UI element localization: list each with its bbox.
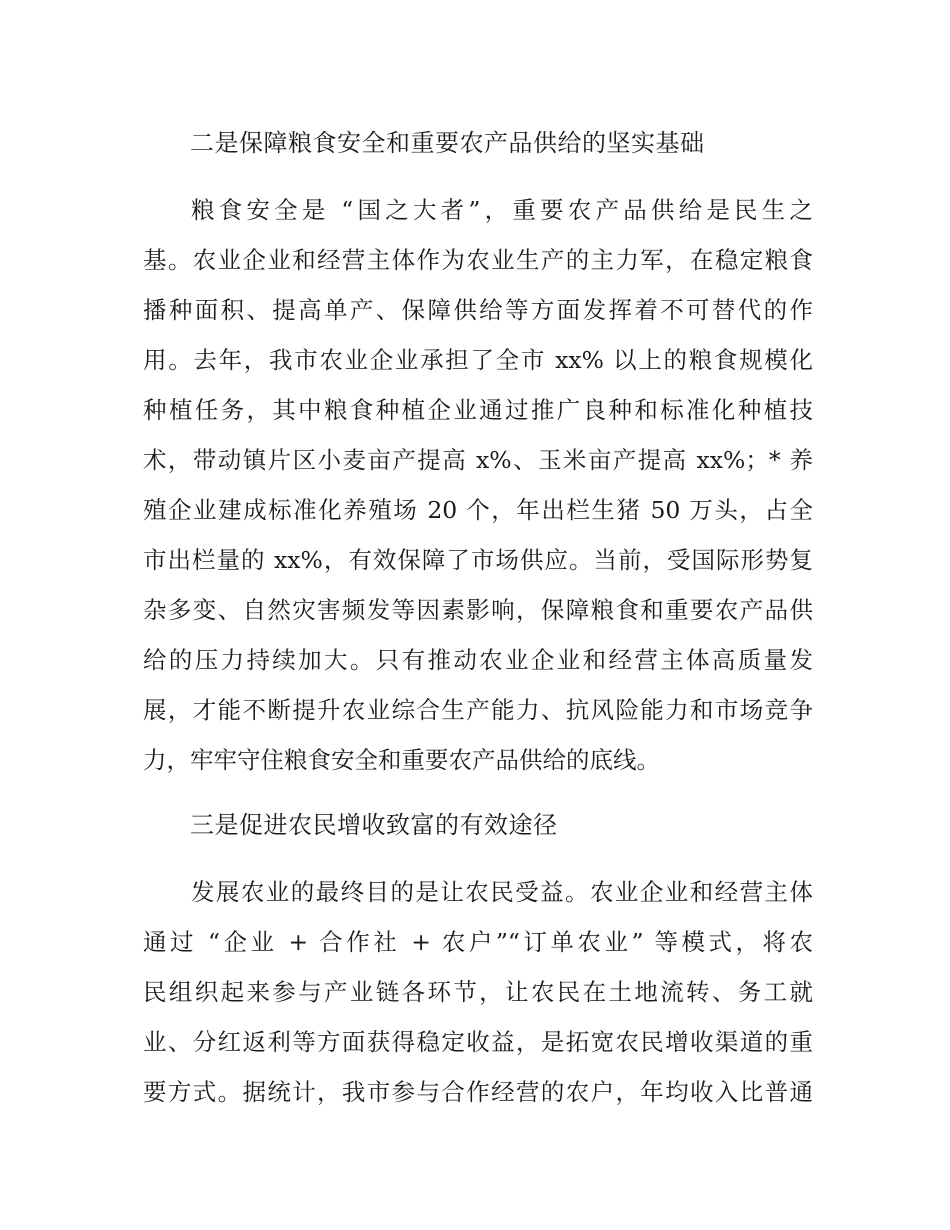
paragraph-line: 给的压力持续加大。只有推动农业企业和经营主体高质量发	[143, 646, 813, 674]
paragraph-line: 市出栏量的 xx%，有效保障了市场供应。当前，受国际形势复	[143, 546, 813, 574]
paragraph-line: 殖企业建成标准化养殖场 20 个，年出栏生猪 50 万头，占全	[143, 496, 813, 524]
paragraph-line: 术，带动镇片区小麦亩产提高 x%、玉米亩产提高 xx%；* 养	[143, 446, 813, 474]
paragraph-line: 通过 “企业 + 合作社 + 农户”“订单农业” 等模式，将农	[143, 928, 813, 956]
paragraph-line: 杂多变、自然灾害频发等因素影响，保障粮食和重要农产品供	[143, 596, 813, 624]
section-heading: 三是促进农民增收致富的有效途径	[190, 811, 558, 839]
section-heading: 二是保障粮食安全和重要农产品供给的坚实基础	[190, 129, 705, 157]
paragraph-line: 粮食安全是 “国之大者”，重要农产品供给是民生之	[191, 196, 813, 224]
paragraph-line: 业、分红返利等方面获得稳定收益，是拓宽农民增收渠道的重	[143, 1028, 813, 1056]
paragraph-line: 力，牢牢守住粮食安全和重要农产品供给的底线。	[143, 746, 660, 774]
paragraph-line: 民组织起来参与产业链各环节，让农民在土地流转、务工就	[143, 978, 813, 1006]
paragraph-line: 播种面积、提高单产、保障供给等方面发挥着不可替代的作	[143, 296, 813, 324]
paragraph-line: 基。农业企业和经营主体作为农业生产的主力军，在稳定粮食	[143, 246, 813, 274]
paragraph-line: 要方式。据统计，我市参与合作经营的农户，年均收入比普通	[143, 1078, 813, 1106]
paragraph-line: 展，才能不断提升农业综合生产能力、抗风险能力和市场竞争	[143, 696, 813, 724]
paragraph-line: 种植任务，其中粮食种植企业通过推广良种和标准化种植技	[143, 396, 813, 424]
paragraph-line: 发展农业的最终目的是让农民受益。农业企业和经营主体	[191, 878, 813, 906]
paragraph-line: 用。去年，我市农业企业承担了全市 xx% 以上的粮食规模化	[143, 346, 813, 374]
